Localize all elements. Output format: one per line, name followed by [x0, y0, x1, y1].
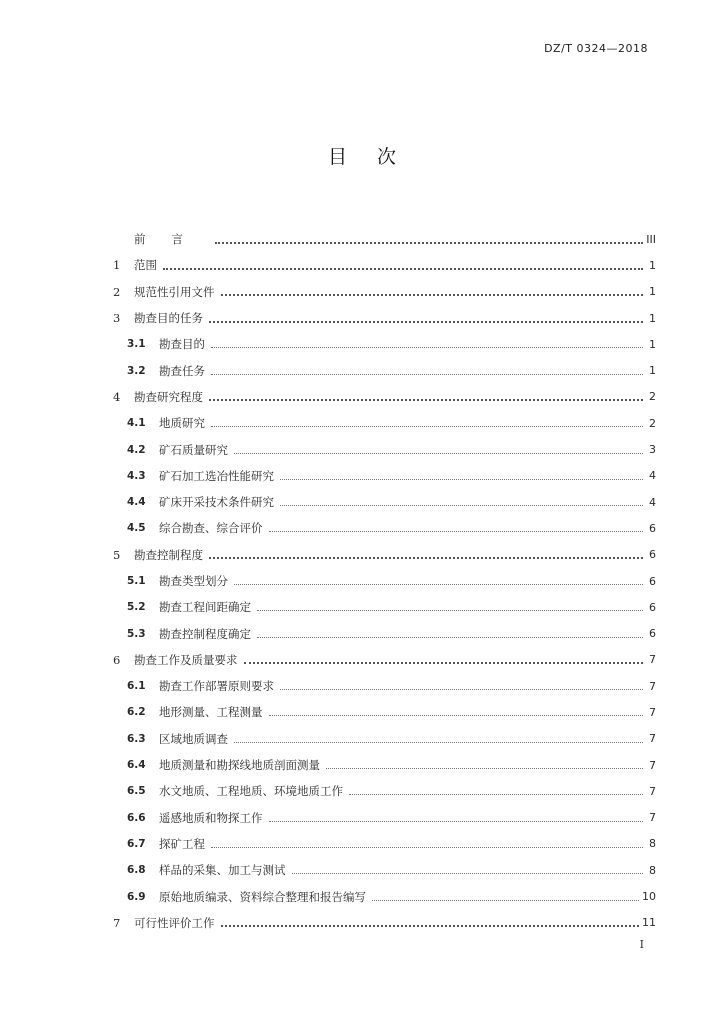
dot-leader — [280, 478, 643, 480]
toc-entry[interactable] — [113, 726, 656, 752]
toc-entry-title: 范围 — [134, 258, 157, 273]
toc-entry-title: 勘查目的任务 — [134, 311, 203, 326]
dot-leader — [292, 872, 644, 874]
toc-entry-page: 10 — [642, 890, 656, 904]
dot-leader — [269, 530, 644, 532]
toc-entry-title: 地形测量、工程测量 — [159, 705, 263, 720]
toc-entry-number: 6.6 — [127, 811, 146, 824]
toc-entry[interactable] — [113, 384, 656, 410]
toc-entry[interactable] — [113, 357, 656, 383]
toc-entry-page: 11 — [642, 916, 656, 930]
dot-leader — [280, 504, 643, 506]
toc-entry-title: 勘查任务 — [159, 363, 205, 378]
dot-leader — [211, 846, 643, 848]
dot-leader — [257, 636, 643, 638]
toc-entry-title: 样品的采集、加工与测试 — [159, 863, 286, 878]
toc-entry-number: 2 — [113, 284, 121, 299]
dot-leader — [234, 452, 643, 454]
toc-entry[interactable] — [113, 857, 656, 883]
dot-leader — [372, 899, 639, 901]
table-of-contents — [113, 226, 656, 936]
toc-entry-number: 5.2 — [127, 601, 146, 614]
toc-entry[interactable] — [113, 883, 656, 909]
toc-entry-number: 4.5 — [127, 522, 146, 535]
toc-entry[interactable] — [113, 568, 656, 594]
toc-entry-page: 1 — [649, 337, 656, 351]
toc-entry-title: 前言 — [134, 232, 209, 247]
toc-entry[interactable] — [113, 463, 656, 489]
toc-entry[interactable] — [113, 673, 656, 699]
toc-entry-page: 1 — [649, 258, 656, 272]
toc-entry-number: 3 — [113, 311, 121, 326]
toc-entry-page: 7 — [649, 705, 656, 719]
toc-entry-number: 4.2 — [127, 443, 146, 456]
toc-entry-page: 7 — [649, 758, 656, 772]
toc-entry-page: 6 — [649, 627, 656, 641]
toc-entry-title: 勘查目的 — [159, 337, 205, 352]
toc-entry[interactable] — [113, 279, 656, 305]
toc-entry-page: 7 — [649, 784, 656, 798]
toc-entry[interactable] — [113, 542, 656, 568]
dot-leader — [269, 820, 644, 822]
toc-entry-page: 2 — [649, 390, 656, 404]
toc-entry[interactable] — [113, 226, 656, 252]
toc-entry-number: 1 — [113, 258, 121, 273]
toc-entry-title: 勘查工作部署原则要求 — [159, 679, 274, 694]
toc-entry-title: 勘查工程间距确定 — [159, 600, 251, 615]
toc-entry-page: 3 — [649, 443, 656, 457]
toc-entry-number: 6.2 — [127, 706, 146, 719]
toc-entry-page: 7 — [649, 679, 656, 693]
dot-leader — [209, 320, 643, 323]
dot-leader — [209, 556, 643, 559]
toc-entry[interactable] — [113, 910, 656, 936]
toc-entry-number: 3.2 — [127, 364, 146, 377]
toc-entry[interactable] — [113, 620, 656, 646]
toc-entry-number: 6.4 — [127, 759, 146, 772]
dot-leader — [209, 398, 643, 401]
standard-code: DZ/T 0324—2018 — [544, 42, 648, 55]
toc-entry-page: 1 — [649, 311, 656, 325]
toc-entry[interactable] — [113, 778, 656, 804]
toc-entry[interactable] — [113, 305, 656, 331]
toc-entry-page: 4 — [649, 495, 656, 509]
dot-leader — [326, 767, 643, 769]
dot-leader — [280, 688, 643, 690]
toc-entry[interactable] — [113, 410, 656, 436]
dot-leader — [211, 346, 643, 348]
toc-entry-title: 综合勘查、综合评价 — [159, 521, 263, 536]
toc-entry-page: 4 — [649, 469, 656, 483]
toc-entry-page: 2 — [649, 416, 656, 430]
toc-entry-page: III — [646, 232, 656, 246]
toc-entry-title: 探矿工程 — [159, 836, 205, 851]
dot-leader — [349, 793, 643, 795]
toc-entry-number: 7 — [113, 915, 121, 930]
toc-entry-number: 5.1 — [127, 575, 146, 587]
toc-entry-number: 6.8 — [127, 864, 146, 877]
dot-leader — [257, 609, 643, 611]
toc-entry-page: 7 — [649, 653, 656, 667]
toc-entry-page: 6 — [649, 574, 656, 588]
toc-entry[interactable] — [113, 436, 656, 462]
page-title: 目次 — [327, 146, 426, 168]
dot-leader — [211, 373, 643, 375]
toc-entry-number: 6.3 — [127, 732, 146, 745]
dot-leader — [215, 241, 643, 244]
toc-entry-page: 1 — [649, 364, 656, 378]
page-number: I — [639, 938, 644, 951]
dot-leader — [221, 924, 640, 927]
toc-entry-title: 原始地质编录、资料综合整理和报告编写 — [159, 889, 366, 904]
toc-entry-number: 6 — [113, 652, 121, 667]
toc-entry-title: 矿石质量研究 — [159, 442, 228, 457]
toc-entry-number: 5 — [113, 547, 121, 562]
toc-entry-number: 3.1 — [127, 338, 146, 351]
toc-entry-page: 6 — [649, 600, 656, 614]
toc-entry-title: 勘查类型划分 — [159, 574, 228, 588]
toc-entry[interactable] — [113, 252, 656, 278]
toc-entry[interactable] — [113, 831, 656, 857]
toc-entry-title: 勘查研究程度 — [134, 389, 203, 404]
toc-entry-title: 地质研究 — [159, 416, 205, 431]
toc-entry-page: 1 — [649, 285, 656, 299]
toc-entry-number: 6.7 — [127, 837, 146, 850]
toc-entry-page: 7 — [649, 811, 656, 825]
toc-entry-title: 可行性评价工作 — [134, 915, 215, 930]
toc-entry[interactable] — [113, 699, 656, 725]
toc-entry-title: 遥感地质和物探工作 — [159, 810, 263, 825]
toc-entry-title: 区域地质调查 — [159, 731, 228, 746]
toc-entry-page: 6 — [649, 548, 656, 562]
toc-entry-page: 7 — [649, 732, 656, 746]
dot-leader — [234, 583, 643, 585]
toc-entry-title: 水文地质、工程地质、环境地质工作 — [159, 784, 343, 799]
toc-entry-title: 地质测量和勘探线地质剖面测量 — [159, 758, 320, 773]
toc-entry-number: 4 — [113, 389, 121, 404]
toc-entry-title: 矿床开采技术条件研究 — [159, 495, 274, 510]
toc-entry-page: 8 — [649, 863, 656, 877]
dot-leader — [163, 267, 643, 270]
dot-leader — [211, 425, 643, 427]
toc-entry[interactable] — [113, 331, 656, 357]
toc-entry-title: 勘查控制程度确定 — [159, 626, 251, 641]
toc-entry[interactable] — [113, 805, 656, 831]
toc-entry-number: 6.5 — [127, 785, 146, 798]
toc-entry-number: 4.3 — [127, 469, 146, 482]
dot-leader — [221, 293, 644, 296]
toc-entry[interactable] — [113, 752, 656, 778]
toc-entry-number: 5.3 — [127, 627, 146, 640]
dot-leader — [269, 714, 644, 716]
toc-entry-number: 4.1 — [127, 417, 146, 430]
toc-entry-number: 6.1 — [127, 680, 146, 693]
toc-entry-page: 8 — [649, 837, 656, 851]
toc-entry-number: 4.4 — [127, 496, 146, 509]
toc-entry[interactable] — [113, 489, 656, 515]
toc-entry[interactable] — [113, 594, 656, 620]
toc-entry[interactable] — [113, 515, 656, 541]
toc-entry[interactable] — [113, 647, 656, 673]
toc-entry-number: 6.9 — [127, 890, 146, 903]
toc-entry-page: 6 — [649, 521, 656, 535]
toc-entry-title: 勘查控制程度 — [134, 547, 203, 562]
toc-entry-title: 勘查工作及质量要求 — [134, 652, 238, 667]
toc-entry-title: 规范性引用文件 — [134, 284, 215, 299]
toc-entry-title: 矿石加工选冶性能研究 — [159, 468, 274, 483]
dot-leader — [244, 661, 644, 664]
dot-leader — [234, 741, 643, 743]
